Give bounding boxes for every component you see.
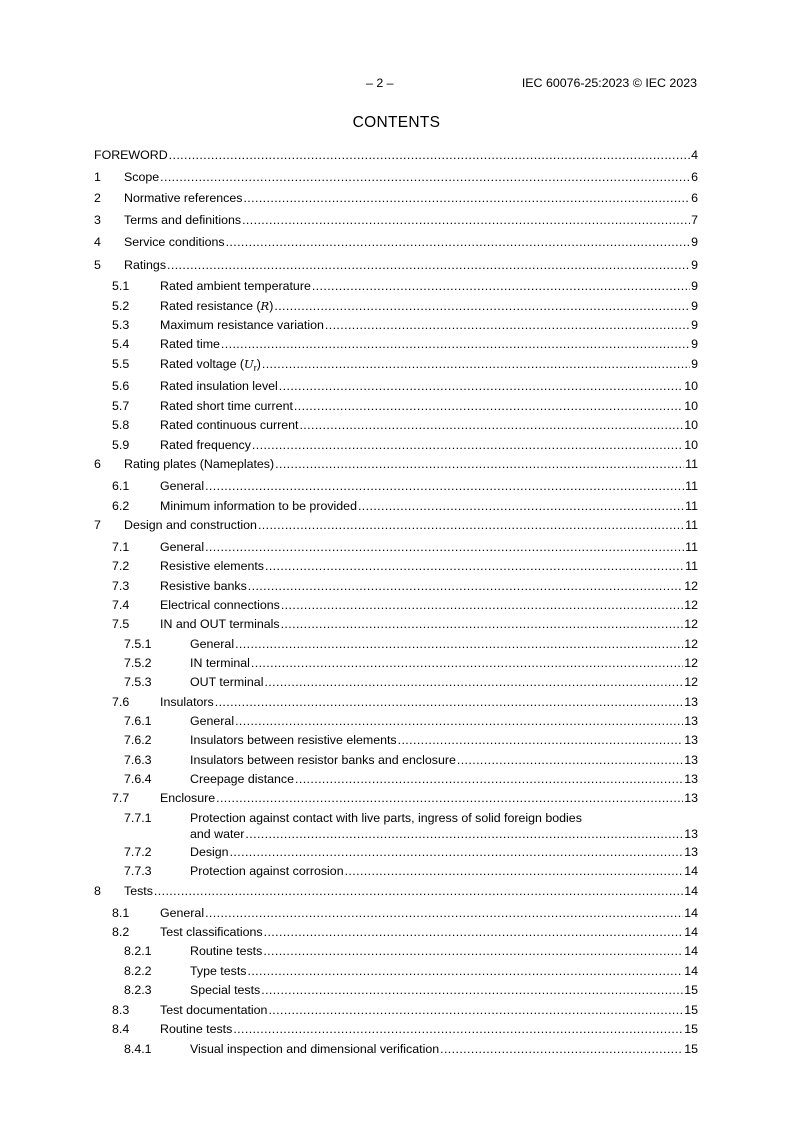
toc-entry-title: Terms and definitions [124,213,242,227]
toc-entry-title: Rated resistance (R) [160,299,274,313]
toc-entry-number: 7.7.2 [124,845,152,859]
toc-entry-number: 6 [94,457,101,471]
toc-entry[interactable] [94,616,698,632]
toc-entry-number: 8 [94,884,101,898]
toc-entry-title: Design [190,845,229,859]
toc-entry-title: Rating plates (Nameplates) [124,457,275,471]
toc-entry-title: Protection against corrosion [190,864,344,878]
toc-entry-title: Type tests [190,964,247,978]
math-variable: U [244,357,254,371]
toc-entry-title: Minimum information to be provided [160,499,357,513]
toc-entry-title: General [160,906,205,920]
toc-entry[interactable] [94,298,698,314]
toc-entry-number: 7.4 [112,598,130,612]
dot-leader [245,826,683,842]
toc-entry-number: 6.2 [112,499,130,513]
toc-entry[interactable] [94,558,698,574]
toc-entry-page: 11 [685,479,698,493]
dot-leader [258,517,684,533]
toc-entry[interactable] [94,278,698,294]
toc-entry-page: 13 [684,791,698,805]
toc-entry-number: 6.1 [112,479,130,493]
toc-entry-page: 13 [684,695,698,709]
toc-entry-title: General [160,479,205,493]
dot-leader [268,1002,683,1018]
toc-entry[interactable] [94,982,698,998]
dot-leader [265,558,684,574]
dot-leader [264,924,684,940]
toc-entry-title: Normative references [124,191,243,205]
toc-entry-number: 1 [94,170,101,184]
toc-entry-page: 13 [684,714,698,728]
dot-leader [281,616,684,632]
toc-entry-number: 7.6.2 [124,733,152,747]
toc-entry-number: 8.4 [112,1022,130,1036]
dot-leader [154,883,683,899]
toc-entry-number: 5.8 [112,418,130,432]
dot-leader [167,257,690,273]
toc-entry-title: Insulators [160,695,214,709]
toc-entry-page: 14 [684,964,698,978]
toc-entry-page: 12 [684,637,698,651]
toc-entry-title: Tests [124,884,153,898]
toc-entry[interactable] [94,456,698,472]
dot-leader [215,694,683,710]
toc-entry-page: 9 [691,258,698,272]
toc-entry[interactable] [94,905,698,921]
toc-entry-page: 12 [684,617,698,631]
toc-entry-number: 5.6 [112,379,130,393]
toc-entry-number: 8.2 [112,925,130,939]
dot-leader [247,963,683,979]
toc-entry-number: 7.6.3 [124,753,152,767]
dot-leader [294,398,683,414]
toc-entry-page: 9 [691,235,698,249]
dot-leader [243,190,690,206]
toc-entry-title: Rated insulation level [160,379,278,393]
toc-entry-title: Rated voltage $(U_r)$ [160,357,261,373]
toc-entry-page: 14 [684,944,698,958]
page-number: – 2 – [366,76,394,90]
toc-entry-title: Maximum resistance variation [160,318,324,332]
toc-entry[interactable] [94,655,698,671]
toc-entry-page: 14 [684,925,698,939]
toc-entry-title: Creepage distance [190,772,295,786]
toc-entry-number: 7.5.1 [124,637,152,651]
toc-entry-page: 10 [684,399,698,413]
toc-entry-number: 5.4 [112,337,130,351]
dot-leader [160,169,690,185]
toc-entry-title: General [190,714,235,728]
toc-entry[interactable] [94,398,698,414]
dot-leader [205,905,683,921]
toc-entry-number: 7.2 [112,559,130,573]
toc-entry-page: 13 [684,753,698,767]
toc-entry-title: Insulators between resistor banks and enclosure [190,753,456,767]
toc-entry-page: 4 [691,148,698,162]
dot-leader [169,147,690,163]
toc-entry-page: 10 [684,418,698,432]
toc-entry-number: 7.5.3 [124,675,152,689]
toc-entry-title: Special tests [190,983,261,997]
toc-entry-page: 12 [684,656,698,670]
toc-entry[interactable] [94,190,698,206]
dot-leader [264,674,683,690]
toc-entry-number: 8.3 [112,1003,130,1017]
toc-entry[interactable] [94,844,698,860]
toc-entry[interactable] [94,597,698,613]
toc-entry-number: 5 [94,258,101,272]
toc-entry[interactable] [94,437,698,453]
toc-entry[interactable] [94,732,698,748]
toc-entry-title: Design and construction [124,518,257,532]
dot-leader [252,437,683,453]
toc-entry-page: 15 [684,1022,698,1036]
toc-entry-title-line: Protection against contact with live parts, ingress of solid foreign bodies [190,811,582,825]
toc-entry-title: Rated ambient temperature [160,279,311,293]
toc-entry-title: Rated short time current [160,399,293,413]
dot-leader [221,336,690,352]
toc-entry-title: Test classifications [160,925,263,939]
toc-entry[interactable] [94,771,698,787]
toc-entry-number: 7.6.1 [124,714,152,728]
toc-entry[interactable] [94,478,698,494]
toc-entry[interactable] [94,883,698,899]
toc-entry[interactable] [94,336,698,352]
toc-entry-title: Rated time [160,337,220,351]
dot-leader [299,417,683,433]
toc-entry-page: 12 [684,598,698,612]
dot-leader [275,456,684,472]
dot-leader [345,863,684,879]
toc-entry-number: 2 [94,191,101,205]
toc-entry[interactable] [94,539,698,555]
dot-leader [358,498,684,514]
toc-entry-page: 14 [684,864,698,878]
toc-entry[interactable] [94,417,698,433]
toc-entry[interactable] [94,1041,698,1057]
toc-entry-page: 13 [684,827,698,841]
math-variable: R [260,299,270,313]
toc-entry-number: 8.2.1 [124,944,152,958]
toc-entry-number: 7.6.4 [124,772,152,786]
dot-leader [295,771,683,787]
toc-entry-number: 7.7 [112,791,130,805]
dot-leader [440,1041,683,1057]
toc-entry-number: 7.3 [112,579,130,593]
toc-entry-page: 6 [691,170,698,184]
toc-entry-number: 7.7.3 [124,864,152,878]
toc-entry-page: 9 [691,357,698,371]
toc-entry-page: 10 [684,379,698,393]
toc-entry[interactable] [94,378,698,394]
toc-entry-title: Insulators between resistive elements [190,733,397,747]
toc-entry-title: IN and OUT terminals [160,617,280,631]
toc-entry-number: 5.2 [112,299,130,313]
toc-entry-page: 10 [684,438,698,452]
toc-entry[interactable] [94,694,698,710]
toc-entry-title: Electrical connections [160,598,280,612]
toc-entry-page: 9 [691,299,698,313]
dot-leader [262,356,690,372]
toc-entry-page: 12 [684,675,698,689]
toc-entry[interactable] [94,863,698,879]
toc-entry[interactable] [94,147,698,163]
toc-entry[interactable] [94,257,698,273]
toc-entry[interactable] [94,356,698,372]
dot-leader [325,317,690,333]
toc-title: CONTENTS [352,114,441,131]
toc-entry-page: 14 [684,906,698,920]
toc-entry-page: 11 [685,559,698,573]
toc-entry-page: 6 [691,191,698,205]
dot-leader [263,943,683,959]
toc-entry-page: 9 [691,337,698,351]
toc-entry-number: 5.5 [112,357,130,371]
toc-entry-page: 12 [684,579,698,593]
toc-entry-number: 8.4.1 [124,1042,152,1056]
toc-entry[interactable] [94,752,698,768]
dot-leader [248,578,683,594]
toc-entry[interactable] [94,636,698,652]
toc-entry-page: 13 [684,845,698,859]
toc-entry[interactable] [94,674,698,690]
toc-entry-number: 5.9 [112,438,130,452]
toc-entry-page: 14 [684,884,698,898]
dot-leader [457,752,683,768]
dot-leader [251,655,683,671]
toc-entry-page: 13 [684,772,698,786]
dot-leader [216,790,683,806]
toc-entry-page: 15 [684,983,698,997]
toc-entry-number: 7.5.2 [124,656,152,670]
toc-entry[interactable] [94,713,698,729]
toc-entry-number: 7.7.1 [124,811,152,825]
toc-entry[interactable] [94,498,698,514]
toc-entry-page: 7 [691,213,698,227]
toc-entry-title: Routine tests [160,1022,233,1036]
dot-leader [205,539,684,555]
toc-entry[interactable] [94,943,698,959]
toc-entry-number: 3 [94,213,101,227]
toc-entry-title: FOREWORD [94,148,168,162]
toc-entry-title: Rated continuous current [160,418,299,432]
toc-entry[interactable] [94,578,698,594]
toc-entry-page: 15 [684,1003,698,1017]
dot-leader [398,732,684,748]
toc-entry-number: 5.7 [112,399,130,413]
toc-entry[interactable] [94,1002,698,1018]
toc-entry-title: Resistive elements [160,559,264,573]
toc-entry-title: Service conditions [124,235,225,249]
toc-entry[interactable] [94,790,698,806]
page-header [0,76,793,92]
dot-leader [230,844,684,860]
toc-entry[interactable] [94,317,698,333]
dot-leader [226,234,691,250]
toc-entry-title: IN terminal [190,656,250,670]
toc-entry-page: 11 [685,457,698,471]
standard-reference: IEC 60076-25:2023 © IEC 2023 [521,76,697,90]
dot-leader [281,597,683,613]
toc-entry-title: Routine tests [190,944,263,958]
toc-entry-number: 8.1 [112,906,130,920]
math-subscript: r [253,363,257,373]
toc-entry-number: 8.2.2 [124,964,152,978]
dot-leader [205,478,684,494]
dot-leader [233,1021,683,1037]
toc-entry-title: Rated frequency [160,438,251,452]
toc-entry-title: OUT terminal [190,675,264,689]
toc-entry[interactable] [94,234,698,250]
toc-entry-number: 7.1 [112,540,130,554]
toc-entry-title: Resistive banks [160,579,247,593]
toc-entry-page: 9 [691,279,698,293]
toc-entry-number: 8.2.3 [124,983,152,997]
toc-entry[interactable] [94,924,698,940]
toc-entry-title: and water [190,827,245,841]
toc-entry-number: 7.5 [112,617,130,631]
dot-leader [261,982,683,998]
dot-leader [242,212,690,228]
toc-entry[interactable] [94,517,698,533]
toc-entry-page: 11 [685,540,698,554]
toc-entry-title: Ratings [124,258,167,272]
toc-entry-title: General [190,637,235,651]
toc-entry[interactable] [94,212,698,228]
toc-entry-number: 7 [94,518,101,532]
toc-entry-title: Test documentation [160,1003,268,1017]
toc-entry[interactable] [94,1021,698,1037]
toc-entry-title: General [160,540,205,554]
toc-entry-page: 11 [685,518,698,532]
dot-leader [274,298,690,314]
dot-leader [312,278,690,294]
toc-entry-title: Visual inspection and dimensional verification [190,1042,440,1056]
dot-leader [279,378,683,394]
toc-entry-number: 5.1 [112,279,130,293]
toc-entry-title: Scope [124,170,160,184]
toc-entry[interactable] [94,810,698,842]
dot-leader [235,636,683,652]
toc-entry-number: 7.6 [112,695,130,709]
toc-entry-page: 11 [685,499,698,513]
toc-entry-page: 13 [684,733,698,747]
toc-entry-title: Enclosure [160,791,216,805]
dot-leader [235,713,683,729]
toc-entry-number: 4 [94,235,101,249]
toc-entry[interactable] [94,963,698,979]
toc-entry-page: 15 [684,1042,698,1056]
toc-entry-number: 5.3 [112,318,130,332]
toc-entry-page: 9 [691,318,698,332]
toc-entry[interactable] [94,169,698,185]
